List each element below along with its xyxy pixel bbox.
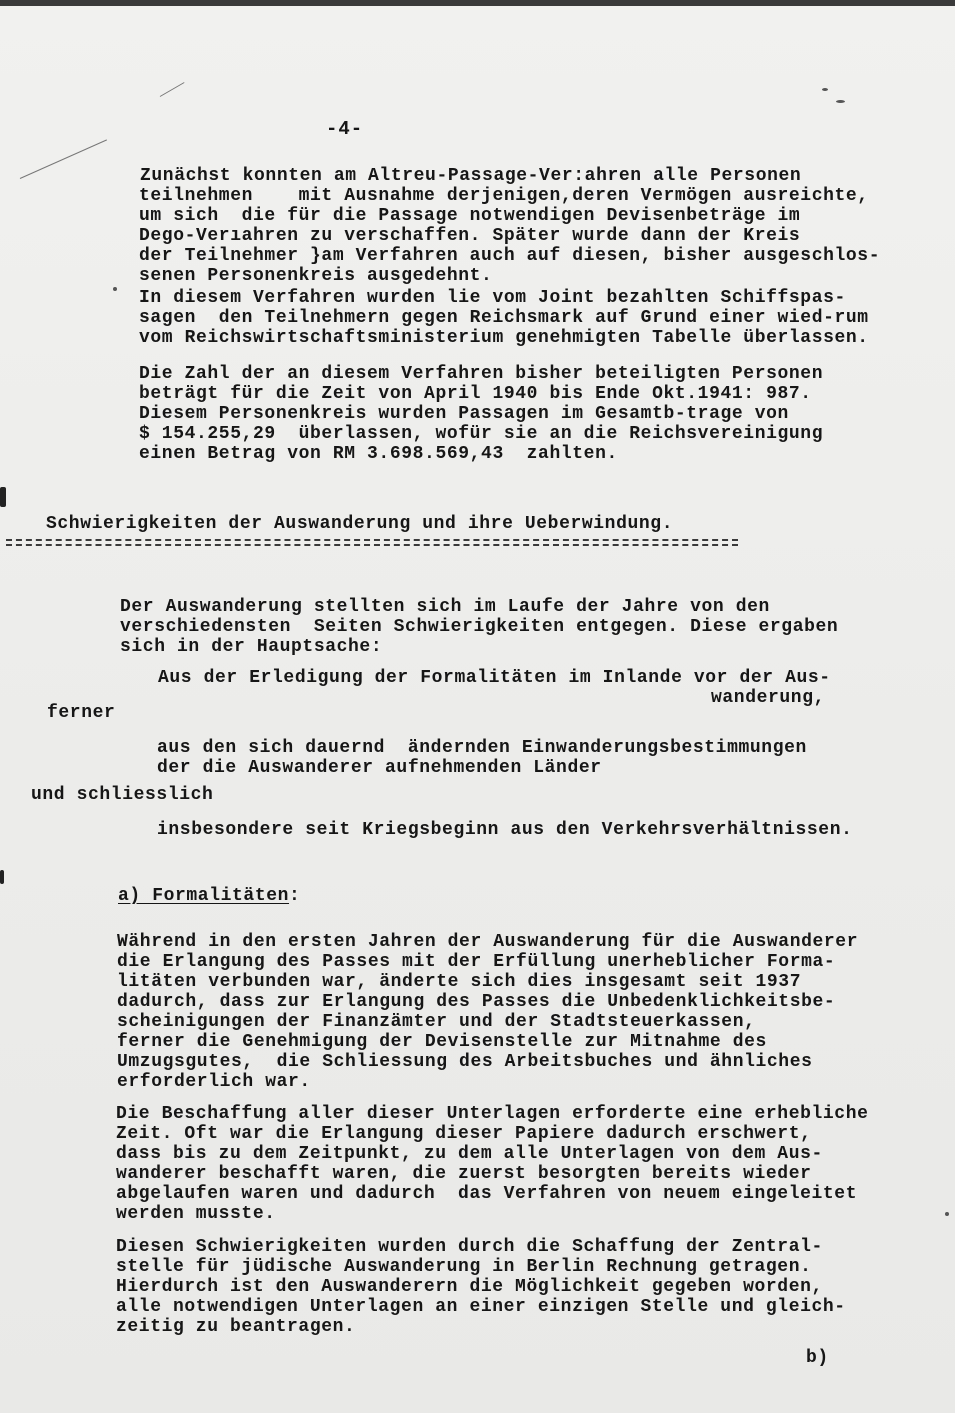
para1-line: Zunächst konnten am Altreu-Passage-Ver:ahren alle Personen [140,166,802,186]
para2-line: In diesem Verfahren wurden lie vom Joint bezahlten Schiffspas- [139,288,846,308]
para2-line: vom Reichswirtschaftsministerium genehmigten Tabelle überlassen. [139,328,869,348]
item1-line: wanderung, [711,688,826,708]
para4-line: Umzugsgutes, die Schliessung des Arbeitsbuches und ähnliches [117,1052,813,1072]
para4-line: erforderlich war. [117,1072,311,1092]
para4-line: die Erlangung des Passes mit der Erfüllung unerheblicher Forma- [117,952,836,972]
para4-line: litäten verbunden war, änderte sich dies insgesamt seit 1937 [117,972,802,992]
subheading-formalitaeten [118,886,300,906]
intro-line: sich in der Hauptsache: [120,637,383,657]
intro-line: verschiedensten Seiten Schwierigkeiten entgegen. Diese ergaben [120,617,839,637]
para5-line: dass bis zu dem Zeitpunkt, zu dem alle Unterlagen von dem Aus- [116,1144,823,1164]
para4-line: ferner die Genehmigung der Devisenstelle zur Mitnahme des [117,1032,767,1052]
scan-artifact-speck [836,100,845,103]
para5-line: werden musste. [116,1204,276,1224]
page-number: -4- [326,118,364,140]
continuation-marker: b) [806,1348,829,1368]
scan-top-border [0,0,955,6]
para1-line: Dego-Verıahren zu verschaffen. Später wurde dann der Kreis [139,226,801,246]
scan-artifact-speck [0,487,6,507]
para3-line: beträgt für die Zeit von April 1940 bis Ende Okt.1941: 987. [139,384,812,404]
scan-artifact-stroke [160,82,185,97]
connector-ferner: ferner [47,703,116,723]
para6-line: Hierdurch ist den Auswanderern die Möglichkeit gegeben worden, [116,1277,823,1297]
item1-line: Aus der Erledigung der Formalitäten im Inlande vor der Aus- [158,668,831,688]
para6-line: alle notwendigen Unterlagen an einer einzigen Stelle und gleich- [116,1297,846,1317]
para4-line: Während in den ersten Jahren der Auswanderung für die Auswanderer [117,932,859,952]
para1-line: teilnehmen mit Ausnahme derjenigen,deren Vermögen ausreichte, [139,186,869,206]
para3-line: Diesem Personenkreis wurden Passagen im Gesamtb-trage von [139,404,789,424]
para4-line: dadurch, dass zur Erlangung des Passes die Unbedenklichkeitsbe- [117,992,836,1012]
para1-line: um sich die für die Passage notwendigen Devisenbeträge im [139,206,801,226]
scan-artifact-speck [0,870,4,884]
item2-line: aus den sich dauernd ändernden Einwanderungsbestimmungen [157,738,807,758]
heading-double-rule [6,539,738,546]
para2-line: sagen den Teilnehmern gegen Reichsmark auf Grund einer wied-rum [139,308,869,328]
para1-line: senen Personenkreis ausgedehnt. [139,266,493,286]
para6-line: Diesen Schwierigkeiten wurden durch die Schaffung der Zentral- [116,1237,823,1257]
scan-artifact-speck [822,88,828,91]
intro-line: Der Auswanderung stellten sich im Laufe der Jahre von den [120,597,770,617]
scan-artifact-speck [113,287,117,291]
para4-line: scheinigungen der Finanzämter und der Stadtsteuerkassen, [117,1012,756,1032]
scan-artifact-stroke [20,139,107,179]
subheading-label: a) Formalitäten [118,886,290,906]
para6-line: stelle für jüdische Auswanderung in Berlin Rechnung getragen. [116,1257,812,1277]
para5-line: abgelaufen waren und dadurch das Verfahren von neuem eingeleitet [116,1184,858,1204]
section-heading: Schwierigkeiten der Auswanderung und ihre Ueberwindung. [46,514,674,534]
subheading-colon: : [289,886,301,906]
para3-line: Die Zahl der an diesem Verfahren bisher beteiligten Personen [139,364,824,384]
para6-line: zeitig zu beantragen. [116,1317,356,1337]
para5-line: Zeit. Oft war die Erlangung dieser Papiere dadurch erschwert, [116,1124,812,1144]
item3-line: insbesondere seit Kriegsbeginn aus den Verkehrsverhältnissen. [157,820,853,840]
scan-artifact-speck [945,1212,949,1216]
para3-line: $ 154.255,29 überlassen, wofür sie an die Reichsvereinigung [139,424,824,444]
item2-line: der die Auswanderer aufnehmenden Länder [157,758,602,778]
para1-line: der Teilnehmer }am Verfahren auch auf diesen, bisher ausgeschlos- [139,246,881,266]
para5-line: wanderer beschafft waren, die zuerst besorgten bereits wieder [116,1164,812,1184]
para3-line: einen Betrag von RM 3.698.569,43 zahlten. [139,444,618,464]
connector-und-schliesslich: und schliesslich [31,785,214,805]
para5-line: Die Beschaffung aller dieser Unterlagen erforderte eine erhebliche [116,1104,869,1124]
